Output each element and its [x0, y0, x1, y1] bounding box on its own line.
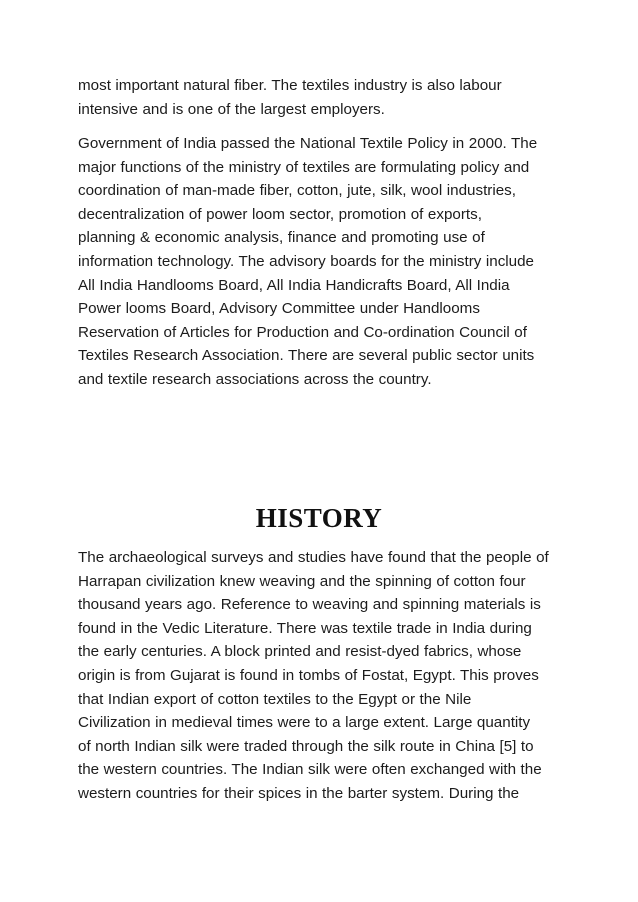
textile-policy-paragraph: Government of India passed the National Textile Policy in 2000. The major functions of the ministry of textiles are formulating policy and coordination of man-made fiber, cotton, jute, silk, wool industries, decentralization of power loom sector, promotion of exports, planning & economic analysis, finance and promoting use of information technology. The advisory boards for the ministry include All India Handlooms Board, All India Handicrafts Board, All India Power looms Board, Advisory Committee under Handlooms Reservation of Articles for Production and Co-ordination Council of Textiles Research Association. There are several public sector units and textile research associations across the country.	[78, 135, 538, 388]
history-paragraph: The archaeological surveys and studies have found that the people of Harrapan civilization knew weaving and the spinning of cotton four thousand years ago. Reference to weaving and spinning materials is found in the Vedic Literature. There was textile trade in India during the early centuries. A block printed and resist-dyed fabrics, whose origin is from Gujarat is found in tombs of Fostat, Egypt. This proves that Indian export of cotton textiles to the Egypt or the Nile Civilization in medieval times were to a large extent. Large quantity of north Indian silk were traded through the silk route in China [5] to the western countries. The Indian silk were often exchanged with the western countries for their spices in the barter system. During the	[78, 549, 549, 802]
intro-paragraph: most important natural fiber. The textiles industry is also labour intensive and is one of the largest employers.	[78, 77, 502, 118]
section-heading-history: HISTORY	[255, 503, 383, 533]
